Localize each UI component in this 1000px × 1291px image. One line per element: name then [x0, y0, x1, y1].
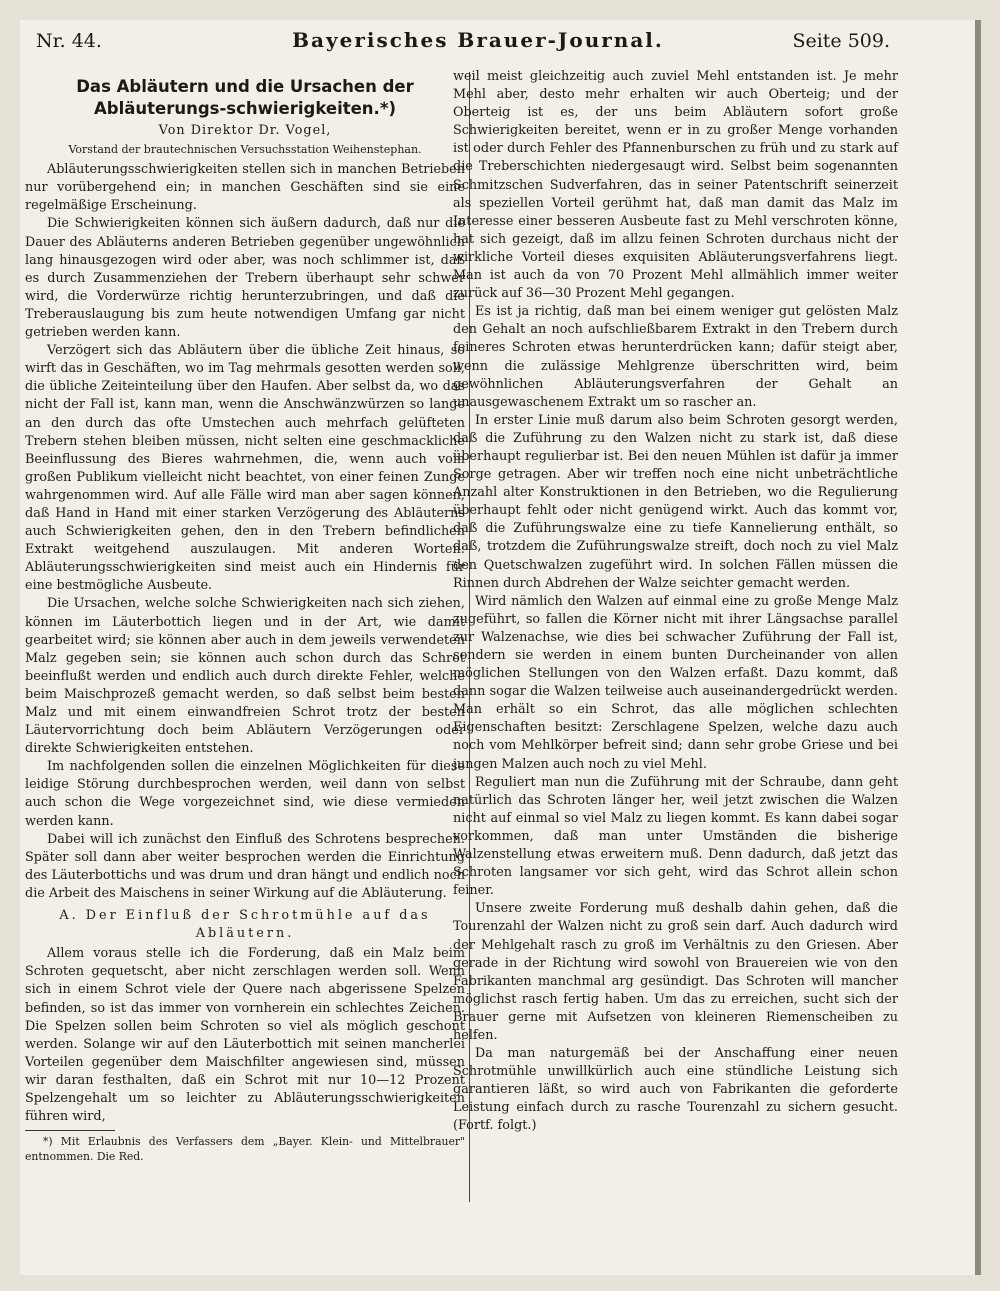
paragraph: Da man naturgemäß bei der Anschaffung einer neuen Schrotmühle unwillkürlich auch eine stündliche Leistung sich garantieren läßt, so wird auch von Fabrikanten die geforderte Leistung einfach durch zu rasche Tourenzahl zu sichern gesucht. (Fortf. folgt.): [453, 1046, 898, 1134]
journal-title: Bayerisches Brauer-Journal.: [292, 28, 664, 52]
page-number: Seite 509.: [792, 30, 890, 52]
article-title: Das Abläutern und die Ursachen der Abläuterungs-schwierigkeiten.*): [76, 77, 414, 118]
paragraph: Die Ursachen, welche solche Schwierigkeiten nach sich ziehen, können im Läuterbottich liegen und in der Art, wie damit gearbeitet wird; sie können aber auch in dem jeweils verwendeten Malz gegeben sein; sie können auch schon durch das Schrot beeinflußt werden und endlich auch durch direkte Fehler, welche beim Maischprozeß gemacht werden, so daß selbst beim besten Malz und mit einem einwandfreien Schrot trotz der besten Läutervorrichtung doch beim Abläutern Verzögerungen oder direkte Schwierigkeiten entstehen.: [25, 596, 465, 757]
paragraph: Unsere zweite Forderung muß deshalb dahin gehen, daß die Tourenzahl der Walzen nicht zu groß sein darf. Auch dadurch wird der Mehlgehalt rasch zu groß im Verhältnis zu den Griesen. Aber gerade in der Richtung wird sowohl von Brauereien wie von den Fabrikanten manchmal arg gesündigt. Das Schroten will mancher möglichst rasch fertig haben. Um das zu erreichen, sucht sich der Brauer gerne mit Aufsetzen von kleineren Riemenscheiben zu helfen.: [453, 901, 898, 1043]
paragraph: In erster Linie muß darum also beim Schroten gesorgt werden, daß die Zuführung zu den Walzen nicht zu stark ist, daß diese überhaupt regulierbar ist. Bei den neuen Mühlen ist dafür ja immer Sorge getragen. Aber wir treffen noch eine nicht unbeträchtliche Anzahl alter Konstruktionen in den Betrieben, wo die Regulierung überhaupt fehlt oder nicht genügend wirkt. Auch das kommt vor, daß die Zuführungswalze eine zu tiefe Kannelierung enthält, so daß, trotzdem die Zuführungswalze streift, doch noch zu viel Malz den Quetschwalzen zugeführt wird. In solchen Fällen müssen die Rinnen durch Abdrehen der Walze seichter gemacht werden.: [453, 412, 898, 591]
page-edge: [975, 20, 981, 1275]
paragraph: Die Schwierigkeiten können sich äußern dadurch, daß nur die Dauer des Abläuterns anderen Betrieben gegenüber ungewöhnlich lang hinausgezogen wird oder aber, was noch schlimmer ist, daß es durch Zusammenziehen der Trebern überhaupt sehr schwer wird, die Vorderwürze richtig herunterzubringen, und daß die Treberauslaugung bis zum heute notwendigen Umfang gar nicht getrieben werden kann.: [25, 216, 465, 341]
paragraph: Wird nämlich den Walzen auf einmal eine zu große Menge Malz zugeführt, so fallen die Körner nicht mit ihrer Längsachse parallel zur Walzenachse, wie dies bei schwacher Zuführung der Fall ist, sondern sie werden in einem bunten Durcheinander von allen möglichen Stellungen von den Walzen erfaßt. Dazu kommt, daß dann sogar die Walzen teilweise auch auseinandergedrückt werden. Man erhält so ein Schrot, das alle möglichen schlechten Eigenschaften besitzt: Zerschlagene Spelzen, welche dazu auch noch vom Mehlkörper befreit sind; dann sehr grobe Griese und bei jungen Malzen auch noch zu viel Mehl.: [453, 593, 898, 772]
footnote: *) Mit Erlaubnis des Verfassers dem „Bayer. Klein- und Mittelbrauer" entnommen. Die Red.: [25, 1135, 465, 1164]
page-header: [28, 22, 928, 62]
section-heading: A. Der Einfluß der Schrotmühle auf das Abläutern.: [59, 908, 431, 942]
right-column: [453, 68, 898, 1136]
paragraph: Abläuterungsschwierigkeiten stellen sich in manchen Betrieben nur vorübergehend ein; in manchen Geschäften sind sie eine regelmäßige Erscheinung.: [25, 162, 465, 214]
issue-number: Nr. 44.: [36, 30, 102, 52]
paragraph: Es ist ja richtig, daß man bei einem weniger gut gelösten Malz den Gehalt an noch aufschließbarem Extrakt in den Trebern durch feineres Schroten etwas herunterdrücken kann; dafür steigt aber, wenn die zulässige Mehlgrenze überschritten wird, beim gewöhnlichen Abläuterungsverfahren der Gehalt an unausgewaschenem Extrakt um so rascher an.: [453, 304, 898, 410]
left-column: [25, 68, 465, 1164]
paragraph: Dabei will ich zunächst den Einfluß des Schrotens besprechen. Später soll dann aber weiter besprochen werden die Einrichtung des Läuterbottichs und was drum und dran hängt und endlich noch die Arbeit des Maischens in seiner Wirkung auf die Abläuterung.: [25, 831, 465, 901]
article-author: Von Direktor Dr. Vogel,: [158, 123, 332, 138]
paragraph: Allem voraus stelle ich die Forderung, daß ein Malz beim Schroten gequetscht, aber nicht zerschlagen werden soll. Wenn sich in einem Schrot viele der Quere nach abgerissene Spelzen befinden, so ist das immer von vornherein ein schlechtes Zeichen. Die Spelzen sollen beim Schroten so viel als möglich geschont werden. Solange wir auf den Läuterbottich mit seinen mancherlei Vorteilen gegenüber dem Maischfilter angewiesen sind, müssen wir daran festhalten, daß ein Schrot mit nur 10—12 Prozent Spelzengehalt um so leichter zu Abläuterungsschwierigkeiten führen wird,: [25, 946, 465, 1125]
paragraph: Reguliert man nun die Zuführung mit der Schraube, dann geht natürlich das Schroten länger her, weil jetzt zwischen die Walzen nicht auf einmal so viel Malz zu liegen kommt. Es kann dabei sogar vorkommen, daß man unter Umständen die bisherige Walzenstellung etwas erweitern muß. Denn dadurch, daß jetzt das Schroten langsamer vor sich geht, wird das Schrot allein schon feiner.: [453, 774, 898, 899]
paragraph: Verzögert sich das Abläutern über die übliche Zeit hinaus, so wirft das in Geschäften, wo im Tag mehrmals gesotten werden soll, die übliche Zeiteinteilung über den Haufen. Aber selbst da, wo das nicht der Fall ist, kann man, wenn die Anschwänzwürzen so lange an den durch das ofte Umstechen auch mehrfach gelüfteten Trebern stehen bleiben müssen, nicht selten eine geschmackliche Beeinflussung des Bieres wahrnehmen, die, wenn auch vom großen Publikum vielleicht nicht beachtet, von einer feinen Zunge wahrgenommen wird. Auf alle Fälle wird man aber sagen können, daß Hand in Hand mit einer starken Verzögerung des Abläuterns auch Schwierigkeiten gehen, den in den Trebern befindlichen Extrakt weitgehend auszulaugen. Mit anderen Worten: Abläuterungsschwierigkeiten sind meist auch ein Hindernis für eine bestmögliche Ausbeute.: [25, 343, 465, 594]
author-affiliation: Vorstand der brautechnischen Versuchsstation Weihenstephan.: [68, 143, 422, 157]
paragraph: weil meist gleichzeitig auch zuviel Mehl entstanden ist. Je mehr Mehl aber, desto mehr erhalten wir auch Oberteig; und der Oberteig ist es, der uns beim Abläutern sofort große Schwierigkeiten bereitet, wenn er in zu großer Menge vorhanden ist oder durch Fehler des Pfannenburschen zu früh und zu stark auf die Treberschichten niedergesaugt wird. Selbst beim sogenannten Schmitzschen Sudverfahren, das in seiner Patentschrift seinerzeit als speziellen Vorteil gerühmt hat, daß man damit das Malz im Interesse einer besseren Ausbeute fast zu Mehl verschroten könne, hat sich gezeigt, daß im allzu feinen Schroten durchaus nicht der wirkliche Vorteil dieses exquisiten Abläuterungsverfahrens liegt. Man ist auch da von 70 Prozent Mehl allmählich immer weiter zurück auf 36—30 Prozent Mehl gegangen.: [453, 69, 898, 302]
paragraph: Im nachfolgenden sollen die einzelnen Möglichkeiten für diese leidige Störung durchbesprochen werden, weil dann von selbst auch schon die Wege vorgezeichnet sind, wie diese vermieden werden kann.: [25, 759, 465, 829]
footnote-rule: [25, 1130, 115, 1131]
